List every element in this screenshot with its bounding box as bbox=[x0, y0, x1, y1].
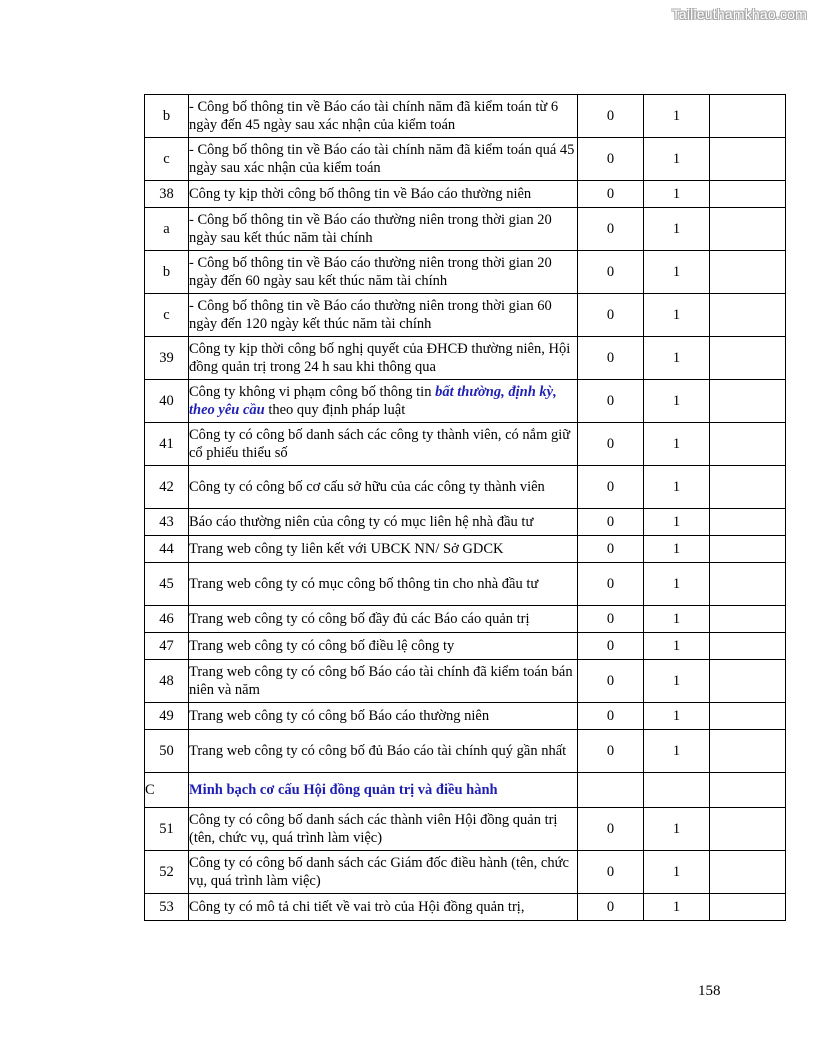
score-zero: 0 bbox=[578, 536, 644, 563]
row-number: a bbox=[145, 208, 189, 251]
row-description: Công ty có công bố danh sách các Giám đốc điều hành (tên, chức vụ, quá trình làm việc) bbox=[189, 851, 578, 894]
table-row bbox=[145, 181, 786, 208]
empty-cell bbox=[710, 894, 786, 921]
row-description: Trang web công ty có công bố đủ Báo cáo tài chính quý gần nhất bbox=[189, 730, 578, 773]
row-number: 39 bbox=[145, 337, 189, 380]
empty-cell bbox=[710, 251, 786, 294]
row-description: Công ty có công bố danh sách các thành viên Hội đồng quản trị (tên, chức vụ, quá trình làm việc) bbox=[189, 808, 578, 851]
empty-cell bbox=[710, 337, 786, 380]
table-row bbox=[145, 509, 786, 536]
section-row bbox=[145, 773, 786, 808]
score-one: 1 bbox=[644, 138, 710, 181]
table-row bbox=[145, 536, 786, 563]
row-number: 52 bbox=[145, 851, 189, 894]
criteria-table bbox=[144, 94, 786, 921]
section-title: Minh bạch cơ cấu Hội đồng quản trị và điều hành bbox=[189, 773, 578, 808]
score-one: 1 bbox=[644, 208, 710, 251]
score-zero: 0 bbox=[578, 380, 644, 423]
row-number: 38 bbox=[145, 181, 189, 208]
row-description: Công ty có công bố danh sách các công ty thành viên, có nắm giữ cổ phiếu thiểu số bbox=[189, 423, 578, 466]
score-zero: 0 bbox=[578, 181, 644, 208]
row-number: 48 bbox=[145, 660, 189, 703]
table-row bbox=[145, 466, 786, 509]
row-description: - Công bố thông tin về Báo cáo tài chính năm đã kiểm toán từ 6 ngày đến 45 ngày sau xác nhận của kiểm toán bbox=[189, 95, 578, 138]
score-zero: 0 bbox=[578, 294, 644, 337]
row-number: 53 bbox=[145, 894, 189, 921]
row-number: 51 bbox=[145, 808, 189, 851]
score-one: 1 bbox=[644, 703, 710, 730]
table-row bbox=[145, 138, 786, 181]
row-number: c bbox=[145, 138, 189, 181]
empty-cell bbox=[710, 95, 786, 138]
score-zero: 0 bbox=[578, 633, 644, 660]
empty-cell bbox=[710, 730, 786, 773]
score-zero: 0 bbox=[578, 466, 644, 509]
empty-cell bbox=[710, 563, 786, 606]
empty-cell bbox=[644, 773, 710, 808]
score-one: 1 bbox=[644, 294, 710, 337]
table-row bbox=[145, 660, 786, 703]
score-zero: 0 bbox=[578, 563, 644, 606]
row-description: Trang web công ty có công bố đầy đủ các Báo cáo quản trị bbox=[189, 606, 578, 633]
table-row bbox=[145, 294, 786, 337]
row-number: 47 bbox=[145, 633, 189, 660]
row-description: Công ty có mô tả chi tiết về vai trò của Hội đồng quản trị, bbox=[189, 894, 578, 921]
score-one: 1 bbox=[644, 95, 710, 138]
row-description: Công ty có công bố cơ cấu sở hữu của các công ty thành viên bbox=[189, 466, 578, 509]
empty-cell bbox=[710, 509, 786, 536]
row-number: 44 bbox=[145, 536, 189, 563]
row-description: Trang web công ty có công bố điều lệ công ty bbox=[189, 633, 578, 660]
score-one: 1 bbox=[644, 251, 710, 294]
score-zero: 0 bbox=[578, 703, 644, 730]
table-row bbox=[145, 337, 786, 380]
score-one: 1 bbox=[644, 563, 710, 606]
empty-cell bbox=[710, 181, 786, 208]
row-description: Báo cáo thường niên của công ty có mục liên hệ nhà đầu tư bbox=[189, 509, 578, 536]
table-row bbox=[145, 380, 786, 423]
empty-cell bbox=[710, 633, 786, 660]
score-one: 1 bbox=[644, 606, 710, 633]
empty-cell bbox=[710, 773, 786, 808]
score-zero: 0 bbox=[578, 509, 644, 536]
empty-cell bbox=[710, 660, 786, 703]
row-description: - Công bố thông tin về Báo cáo tài chính năm đã kiểm toán quá 45 ngày sau xác nhận của kiểm toán bbox=[189, 138, 578, 181]
row-number: 50 bbox=[145, 730, 189, 773]
score-one: 1 bbox=[644, 423, 710, 466]
empty-cell bbox=[710, 851, 786, 894]
row-description: - Công bố thông tin về Báo cáo thường niên trong thời gian 20 ngày đến 60 ngày sau kết thúc năm tài chính bbox=[189, 251, 578, 294]
row-description: Trang web công ty có công bố Báo cáo thường niên bbox=[189, 703, 578, 730]
row-number: c bbox=[145, 294, 189, 337]
score-zero: 0 bbox=[578, 894, 644, 921]
row-number: 40 bbox=[145, 380, 189, 423]
row-number: 43 bbox=[145, 509, 189, 536]
row-description: - Công bố thông tin về Báo cáo thường niên trong thời gian 60 ngày đến 120 ngày kết thúc năm tài chính bbox=[189, 294, 578, 337]
table-row bbox=[145, 563, 786, 606]
row-description: Trang web công ty liên kết với UBCK NN/ Sở GDCK bbox=[189, 536, 578, 563]
table-row bbox=[145, 808, 786, 851]
table-row bbox=[145, 251, 786, 294]
empty-cell bbox=[710, 380, 786, 423]
row-number: 45 bbox=[145, 563, 189, 606]
score-one: 1 bbox=[644, 894, 710, 921]
watermark: Tailieuthamkhao.com bbox=[671, 6, 807, 22]
score-one: 1 bbox=[644, 509, 710, 536]
score-zero: 0 bbox=[578, 808, 644, 851]
table-row bbox=[145, 730, 786, 773]
row-description: Công ty kịp thời công bố nghị quyết của ĐHCĐ thường niên, Hội đồng quản trị trong 24 h sau khi thông qua bbox=[189, 337, 578, 380]
score-one: 1 bbox=[644, 536, 710, 563]
row-number: 46 bbox=[145, 606, 189, 633]
section-code: C bbox=[145, 773, 189, 808]
row-number: 49 bbox=[145, 703, 189, 730]
table-row bbox=[145, 208, 786, 251]
score-zero: 0 bbox=[578, 95, 644, 138]
empty-cell bbox=[710, 703, 786, 730]
row-number: 42 bbox=[145, 466, 189, 509]
score-one: 1 bbox=[644, 380, 710, 423]
score-one: 1 bbox=[644, 730, 710, 773]
empty-cell bbox=[710, 138, 786, 181]
page-number: 158 bbox=[698, 983, 721, 999]
empty-cell bbox=[710, 208, 786, 251]
row-description bbox=[189, 380, 578, 423]
row-number: b bbox=[145, 95, 189, 138]
description-text: theo quy định pháp luật bbox=[264, 402, 406, 418]
empty-cell bbox=[710, 466, 786, 509]
emphasized-text: bất thường, định kỳ, theo yêu cầu bbox=[189, 384, 557, 418]
score-one: 1 bbox=[644, 466, 710, 509]
score-one: 1 bbox=[644, 660, 710, 703]
score-zero: 0 bbox=[578, 730, 644, 773]
table-row bbox=[145, 95, 786, 138]
description-text: Công ty không vi phạm công bố thông tin bbox=[189, 384, 436, 400]
score-zero: 0 bbox=[578, 660, 644, 703]
row-number: b bbox=[145, 251, 189, 294]
table-row bbox=[145, 894, 786, 921]
row-description: - Công bố thông tin về Báo cáo thường niên trong thời gian 20 ngày sau kết thúc năm tài chính bbox=[189, 208, 578, 251]
score-one: 1 bbox=[644, 808, 710, 851]
empty-cell bbox=[710, 536, 786, 563]
score-zero: 0 bbox=[578, 423, 644, 466]
row-description: Trang web công ty có công bố Báo cáo tài chính đã kiểm toán bán niên và năm bbox=[189, 660, 578, 703]
table-row bbox=[145, 606, 786, 633]
table-row bbox=[145, 633, 786, 660]
empty-cell bbox=[710, 294, 786, 337]
score-zero: 0 bbox=[578, 138, 644, 181]
empty-cell bbox=[710, 606, 786, 633]
score-one: 1 bbox=[644, 851, 710, 894]
table-row bbox=[145, 423, 786, 466]
score-zero: 0 bbox=[578, 851, 644, 894]
table-row bbox=[145, 851, 786, 894]
table-row bbox=[145, 703, 786, 730]
empty-cell bbox=[710, 808, 786, 851]
score-zero: 0 bbox=[578, 606, 644, 633]
row-description: Trang web công ty có mục công bố thông tin cho nhà đầu tư bbox=[189, 563, 578, 606]
empty-cell bbox=[578, 773, 644, 808]
row-number: 41 bbox=[145, 423, 189, 466]
score-zero: 0 bbox=[578, 208, 644, 251]
row-description: Công ty kịp thời công bố thông tin về Báo cáo thường niên bbox=[189, 181, 578, 208]
score-zero: 0 bbox=[578, 251, 644, 294]
empty-cell bbox=[710, 423, 786, 466]
score-zero: 0 bbox=[578, 337, 644, 380]
score-one: 1 bbox=[644, 337, 710, 380]
score-one: 1 bbox=[644, 181, 710, 208]
score-one: 1 bbox=[644, 633, 710, 660]
